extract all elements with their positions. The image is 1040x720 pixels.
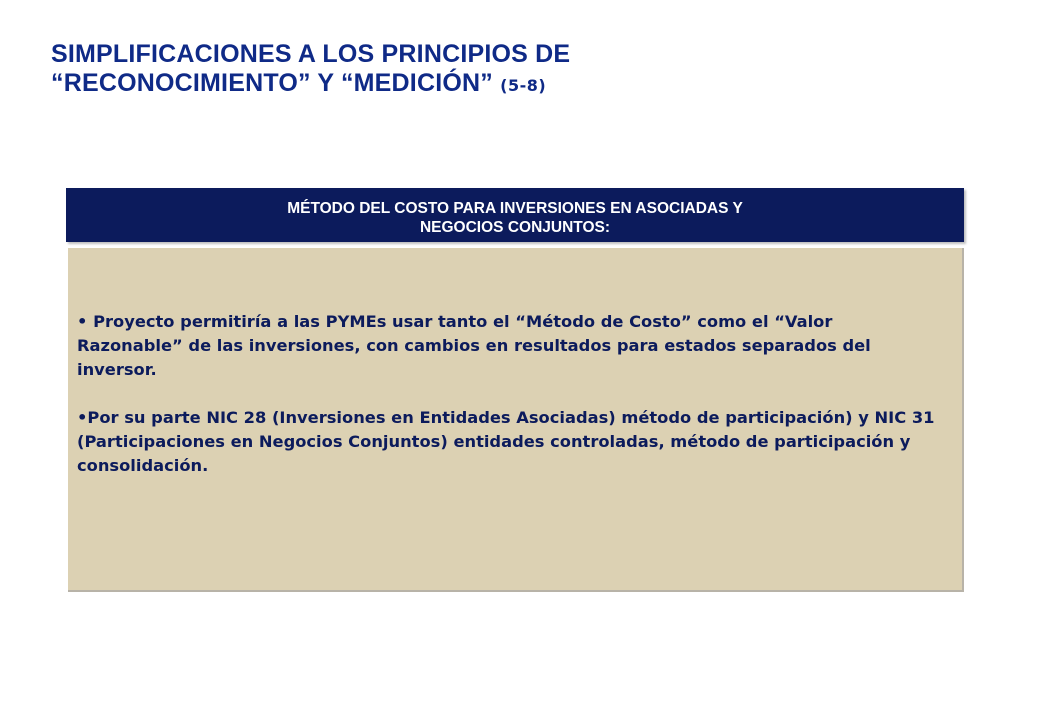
panel-header-line-2: NEGOCIOS CONJUNTOS: bbox=[419, 219, 611, 236]
title-line-2 bbox=[51, 69, 951, 100]
slide-title bbox=[51, 40, 951, 100]
title-slide-number: (5-8) bbox=[500, 76, 547, 95]
title-line-2-text: “RECONOCIMIENTO” Y “MEDICIÓN” bbox=[51, 69, 493, 97]
panel-header bbox=[66, 188, 964, 242]
title-line-1: SIMPLIFICACIONES A LOS PRINCIPIOS DE bbox=[51, 40, 571, 68]
panel-header-line-1: MÉTODO DEL COSTO PARA INVERSIONES EN ASOCIADAS Y bbox=[287, 200, 743, 217]
bullet-item-2: •Por su parte NIC 28 (Inversiones en Entidades Asociadas) método de participación) y NIC 31 (Participaciones en Negocios Conjuntos) entidades controladas, método de participación y consolidación. bbox=[77, 408, 935, 475]
bullet-item-1: • Proyecto permitiría a las PYMEs usar tanto el “Método de Costo” como el “Valor Razonable” de las inversiones, con cambios en resultados para estados separados del inversor. bbox=[77, 312, 871, 379]
panel-body bbox=[68, 248, 964, 592]
